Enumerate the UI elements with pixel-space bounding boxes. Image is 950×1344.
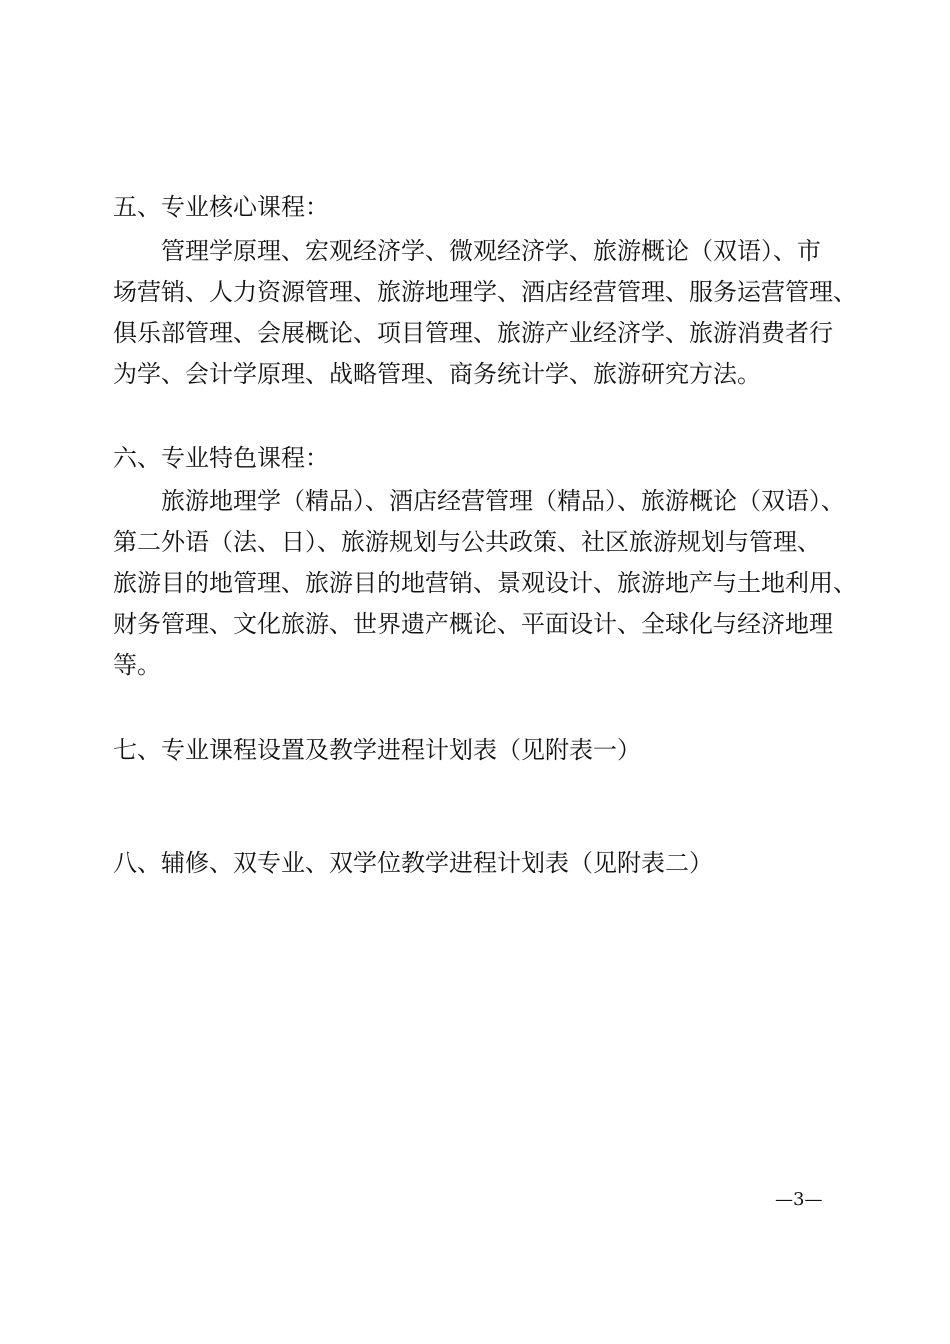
section-heading-featured-courses: 六、专业特色课程： <box>113 444 329 472</box>
section-heading-core-courses: 五、专业核心课程： <box>113 193 329 221</box>
section-heading-course-plan: 七、专业课程设置及教学进程计划表（见附表一） <box>113 736 641 764</box>
paragraph-line: 等。 <box>113 651 161 679</box>
paragraph-line: 场营销、人力资源管理、旅游地理学、酒店经营管理、服务运营管理、 <box>113 278 857 306</box>
paragraph-line: 俱乐部管理、会展概论、项目管理、旅游产业经济学、旅游消费者行 <box>113 319 833 347</box>
featured-courses-paragraph <box>113 481 857 686</box>
paragraph-line: 旅游地理学（精品）、酒店经营管理（精品）、旅游概论（双语）、 <box>161 487 845 515</box>
paragraph-line: 财务管理、文化旅游、世界遗产概论、平面设计、全球化与经济地理 <box>113 610 833 638</box>
paragraph-line: 管理学原理、宏观经济学、微观经济学、旅游概论（双语）、市 <box>161 237 821 265</box>
paragraph-line: 为学、会计学原理、战略管理、商务统计学、旅游研究方法。 <box>113 360 761 388</box>
page-number: —3— <box>775 1189 823 1210</box>
paragraph-line: 旅游目的地管理、旅游目的地营销、景观设计、旅游地产与土地利用、 <box>113 569 857 597</box>
paragraph-line: 第二外语（法、日）、旅游规划与公共政策、社区旅游规划与管理、 <box>113 528 821 556</box>
section-heading-minor-plan: 八、辅修、双专业、双学位教学进程计划表（见附表二） <box>113 849 713 877</box>
core-courses-paragraph <box>113 231 857 395</box>
